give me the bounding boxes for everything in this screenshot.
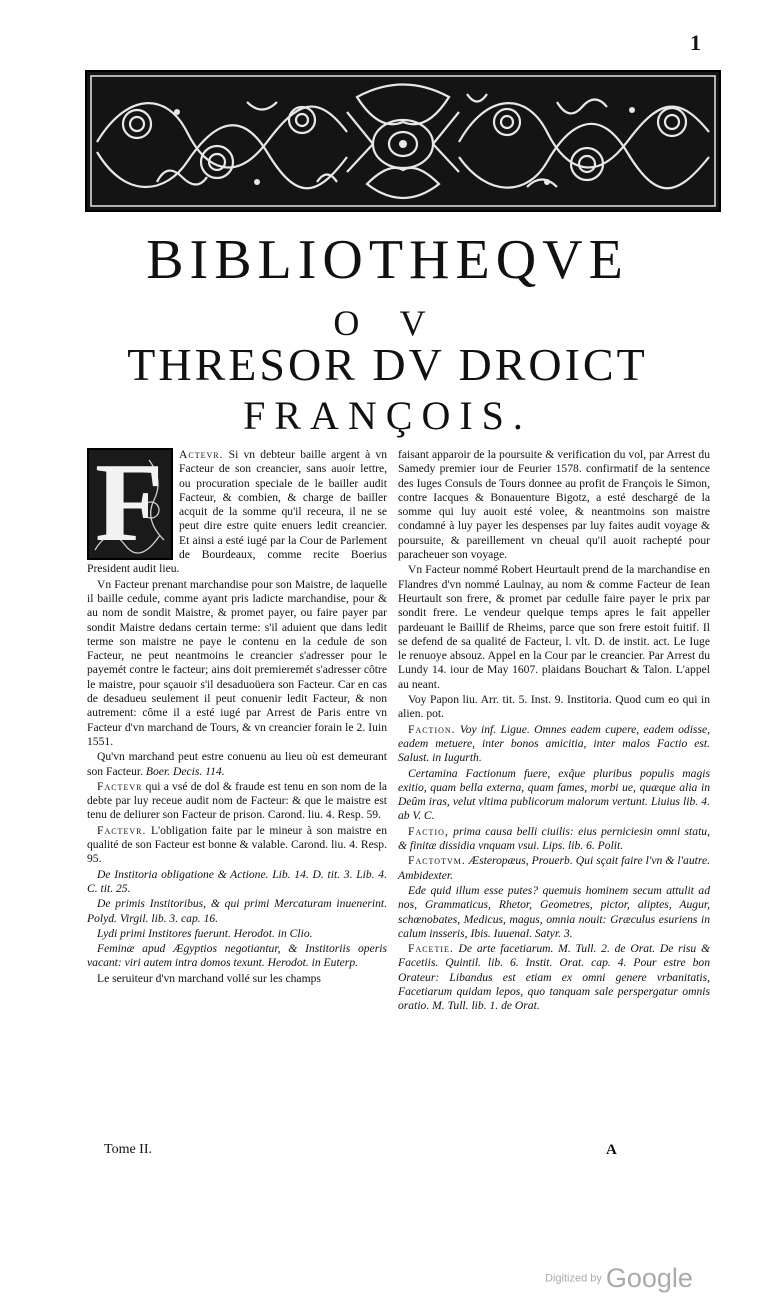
paragraph: Qu'vn marchand peut estre conuenu au lieu où est demeurant son Facteur. (87, 750, 387, 778)
paragraph: Le seruiteur d'vn marchand vollé sur les champs (97, 971, 321, 985)
paragraph: prima causa belli ciuilis: eius perniciesin omni statu, & finitæ dissidia vnquam vsui. Lips. lib. 6. Polit. (398, 824, 710, 853)
left-column (87, 448, 387, 987)
ornament-scrollwork-icon (87, 72, 719, 210)
citation: Feminæ apud Ægyptios negotiantur, & Institoriis operis vacant: viri autem intra domos texunt. Herodot. in Euterp. (87, 942, 387, 970)
paragraph: faisant apparoir de la poursuite & verification du vol, par Arrest du Samedy premier iour de Feurier 1578. confirmatif de la sentence des Iuges Consuls de Tours donnee au profit de François le Simon, contre Iacques & Bonauenture Bigotz, a esté deschargé de la somme qui luy auoit esté volee, & neantmoins son maistre condamné à luy payer les despenses par luy faites audit voyage & poursuite, & pareillement vn cheual qu'il auoit rachepté pour paracheuer son voyage. (398, 448, 710, 562)
citation: Lydi primi Institores fuerunt. Herodot. in Clio. (97, 926, 313, 940)
paragraph: De arte facetiarum. M. Tull. 2. de Orat. De risu & Facetiis. Quintil. lib. 6. Instit. Orat. cap. 4. Pour estre bon Orateur: Libandus est etiam ex omni genere vrbanitatis, Facetiarum quidam lepos, quo tanquam sale perspergatur omnis oratio. M. Tull. lib. 1. de Orat. (398, 942, 710, 1013)
entry-heading: Facetie. (408, 942, 454, 956)
citation: De Institoria obligatione & Actione. Lib. 14. D. tit. 3. Lib. 4. C. tit. 25. (87, 867, 387, 895)
title-line-2: O V (333, 303, 442, 343)
ornamental-headpiece (85, 70, 721, 212)
signature-mark: A (606, 1142, 617, 1158)
paragraph: Vn Facteur nommé Robert Heurtault prend de la marchandise en Flandres d'vn nommé Laulnay, au nom & comme Facteur de Iean Heurtault son frere, & promet par cedulle faire payer le prix par sondit frere. Le vendeur quelque temps apres le fait appeller pardeuant le Baillif de Rheims, parce que son frere estoit fuitif. Il se defend de sa qualité de Facteur, l. vlt. D. de instit. act. Le Iuge le renuoye absouz. Appel en la Cour par le creancier. Par Arrest du Lundy 14. iour de May 1607. plaidans Bouchart & Talon. L'appel au neant. (398, 563, 710, 691)
entry-heading: Factio, (408, 824, 449, 838)
entry-heading: Factevr (97, 779, 143, 793)
paragraph: Si vn debteur baille argent à vn Facteur de son creancier, sans auoir lettre, ou procuration speciale de le bailler audit Facteur, & combien, & charge de bailler acquit de la somme qu'il receura, il ne se peut dire estre quite enuers ledit creancier. Et ainsi a esté iugé par la Cour de Parlement de Bourdeaux, comme recite Boerius President audit lieu. (87, 448, 387, 576)
drop-cap-letter: F (95, 448, 164, 560)
watermark-brand: Google (605, 1263, 693, 1293)
title-line-4: FRANÇOIS. (243, 393, 532, 438)
watermark-prefix: Digitized by (545, 1272, 602, 1285)
paragraph: Vn Facteur prenant marchandise pour son Maistre, de laquelle il baille cedule, comme ayant pris ladicte marchandise, pour & au nom de sondit Maistre, & promet payer, ou faire payer par sondit Maistre dedans certain terme: s'il aduient que dans ledit terme son maistre ne paye le contenu en la cedule de son Facteur, ne peut neantmoins le creancier s'adresser pour le payemét contre le facteur; ains doit premieremét s'adresser côtre le maistre, pour sçauoir s'il desaduoüera son Facteur. Car en cas de desadueu seulement il peut conuenir ledit Facteur, & non autrement: côme il a esté iugé par Arrest de Paris entre vn Facteur d'vn marchand de Tours, & vn creancier forain le 2. Iuin 1551. (87, 577, 387, 748)
drop-cap (87, 448, 173, 560)
paragraph: Voy inf. Ligue. Omnes eadem cupere, eadem odisse, eadem metuere, inter bonos amicitia, inter malos Factio est. Salust. in Iugurth. (398, 722, 710, 765)
citation: Ede quid illum esse putes? quemuis hominem secum attulit ad nos, Grammaticus, Rhetor, Geometres, pictor, aliptes, Augur, schœnobates, Medicus, magus, omnia nouit: Græculus esuriens in calum insseris, Ibis. Iuuenal. Satyr. 3. (398, 883, 710, 940)
citation: Boer. Decis. 114. (143, 764, 225, 778)
digitized-watermark (545, 1263, 693, 1294)
citation: Certamina Factionum fuere, exq̃ue pluribus populis magis exitio, quam bella externa, quam fames, morbi ue, quæque alia in Deûm iras, velut vltima publicorum malorum vertunt. Liuius lib. 4. ab V. C. (398, 766, 710, 823)
entry-heading: Faction. (408, 722, 456, 736)
paragraph: qui a vsé de dol & fraude est tenu en son nom de la debte par luy receue audit nom de Facteur: & que le maistre est tenu de deliurer son Facteur de prison. Carond. liu. 4. Resp. 59. (87, 779, 387, 822)
entry-heading: Actevr. (179, 448, 224, 461)
paragraph: Voy Papon liu. Arr. tit. 5. Inst. 9. Institoria. Quod cum eo qui in alien. pot. (398, 693, 710, 721)
citation: De primis Institoribus, & qui primi Mercaturam inuenerint. Polyd. Virgil. lib. 3. cap. 16. (87, 897, 387, 925)
entry-heading: Factotvm. (408, 854, 466, 868)
entry-heading: Factevr. (97, 823, 147, 837)
title-line-3: THRESOR DV DROICT (127, 339, 648, 390)
page-number: 1 (690, 30, 701, 55)
tome-label: Tome II. (104, 1142, 153, 1157)
paragraph: Æsteropæus, Prouerb. Qui sçait faire l'vn & l'autre. Ambidexter. (398, 854, 710, 882)
title-line-1: BIBLIOTHEQVE (146, 229, 629, 291)
right-column (398, 448, 710, 1015)
paragraph: L'obligation faite par le mineur à son maistre en qualité de son Facteur est bonne & valable. Carond. liu. 4. Resp. 95. (87, 823, 387, 866)
